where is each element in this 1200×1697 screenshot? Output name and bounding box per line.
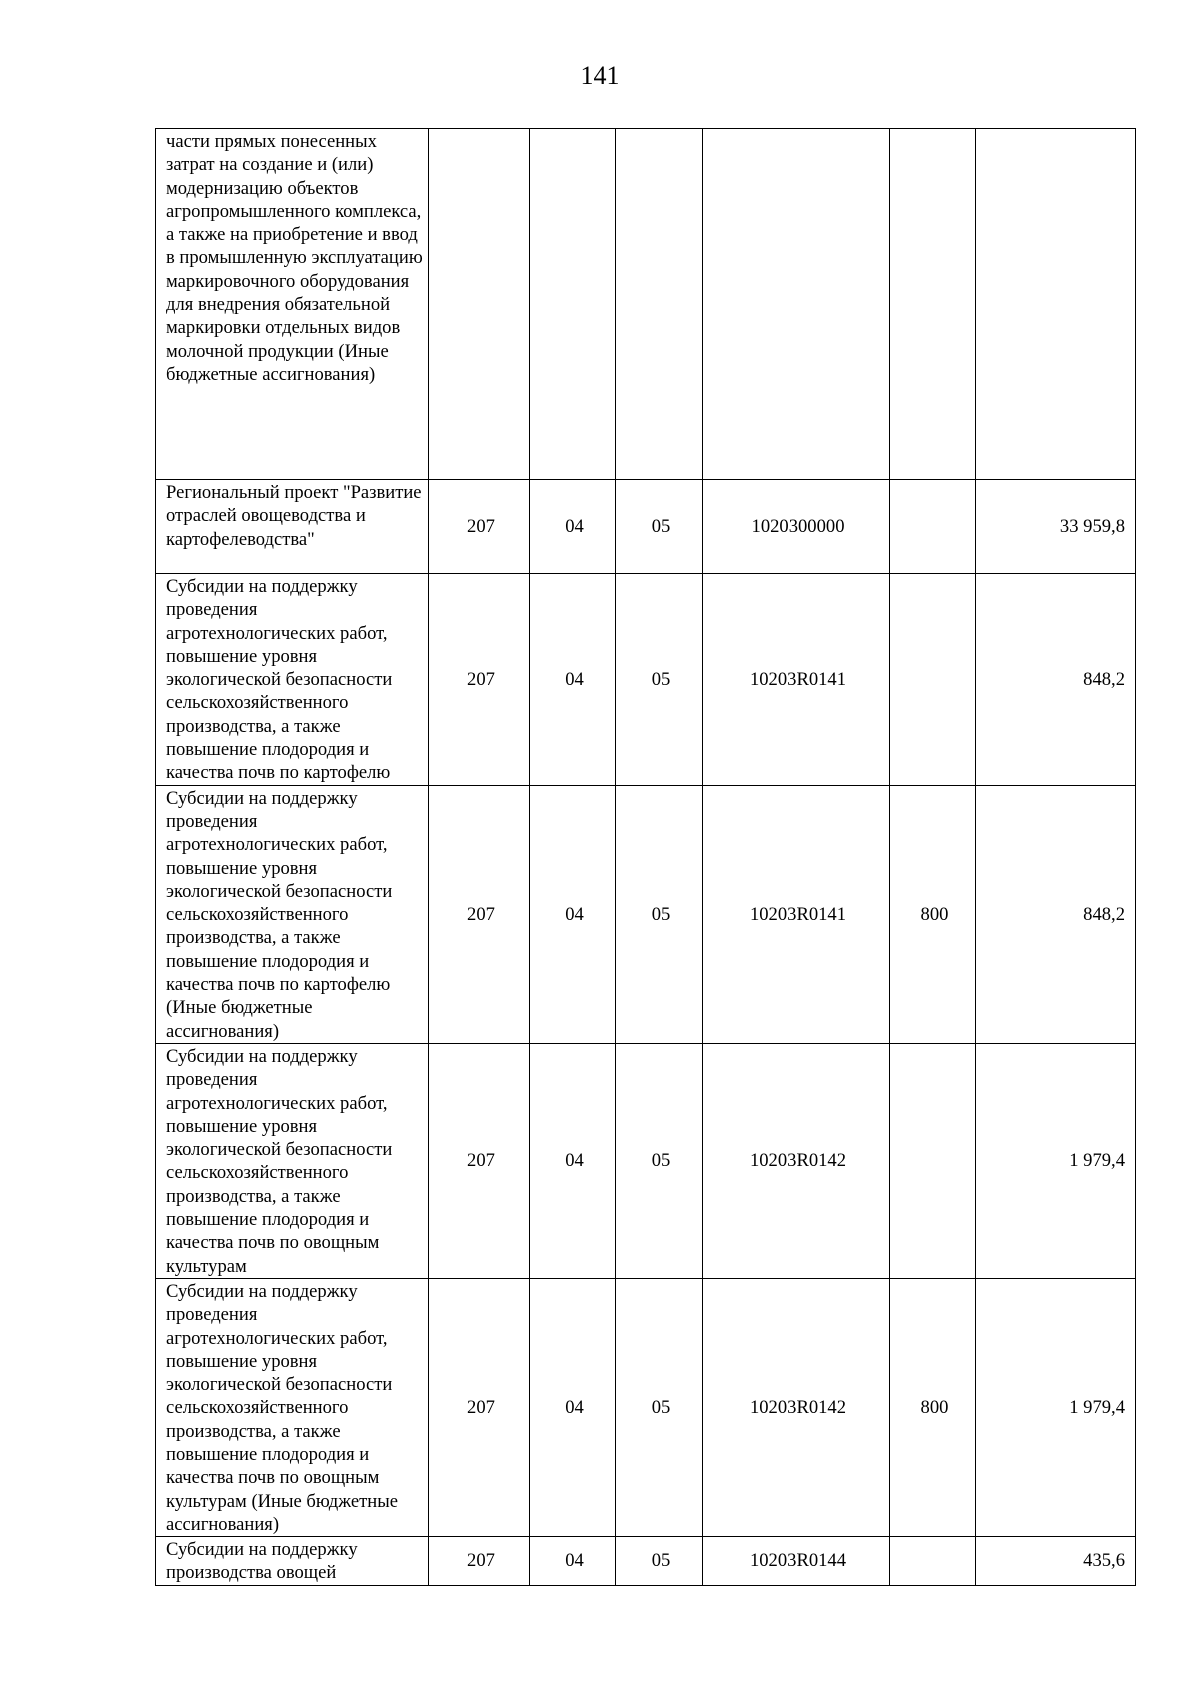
- row-name-cell: Региональный проект "Развитие отраслей овощеводства и картофелеводства": [156, 480, 429, 574]
- amount-cell: 1 979,4: [976, 1043, 1136, 1278]
- row-name-cell: Субсидии на поддержку производства овощей: [156, 1537, 429, 1586]
- row-name-cell: Субсидии на поддержку проведения агротехнологических работ, повышение уровня экологической безопасности сельскохозяйственного производства, а также повышение плодородия и качества почв по картофелю: [156, 574, 429, 786]
- expense-type-cell: 800: [890, 785, 976, 1043]
- target-article-cell: 10203R0142: [703, 1278, 890, 1536]
- ved-cell: 207: [429, 785, 530, 1043]
- ved-cell: [429, 129, 530, 480]
- table-row: [156, 480, 1136, 574]
- ved-cell: 207: [429, 1278, 530, 1536]
- table-row: [156, 1278, 1136, 1536]
- target-article-cell: 10203R0141: [703, 785, 890, 1043]
- expense-type-cell: [890, 1043, 976, 1278]
- subsection-cell: 05: [616, 1537, 703, 1586]
- target-article-cell: 10203R0141: [703, 574, 890, 786]
- target-article-cell: [703, 129, 890, 480]
- section-cell: 04: [530, 574, 616, 786]
- section-cell: [530, 129, 616, 480]
- ved-cell: 207: [429, 1537, 530, 1586]
- amount-cell: 848,2: [976, 785, 1136, 1043]
- expense-type-cell: [890, 480, 976, 574]
- target-article-cell: 10203R0144: [703, 1537, 890, 1586]
- expense-type-cell: [890, 129, 976, 480]
- amount-cell: 435,6: [976, 1537, 1136, 1586]
- subsection-cell: [616, 129, 703, 480]
- subsection-cell: 05: [616, 1043, 703, 1278]
- amount-cell: 1 979,4: [976, 1278, 1136, 1536]
- amount-cell: [976, 129, 1136, 480]
- expense-type-cell: [890, 1537, 976, 1586]
- row-name-cell: части прямых понесенных затрат на создание и (или) модернизацию объектов агропромышленного комплекса, а также на приобретение и ввод в промышленную эксплуатацию маркировочного оборудования для внедрения обязательной маркировки отдельных видов молочной продукции (Иные бюджетные ассигнования): [156, 129, 429, 480]
- subsection-cell: 05: [616, 785, 703, 1043]
- section-cell: 04: [530, 1537, 616, 1586]
- section-cell: 04: [530, 1043, 616, 1278]
- target-article-cell: 10203R0142: [703, 1043, 890, 1278]
- subsection-cell: 05: [616, 574, 703, 786]
- expense-type-cell: [890, 574, 976, 786]
- page-number: 141: [580, 61, 620, 90]
- table-row: [156, 785, 1136, 1043]
- table-row: [156, 574, 1136, 786]
- ved-cell: 207: [429, 574, 530, 786]
- ved-cell: 207: [429, 1043, 530, 1278]
- section-cell: 04: [530, 785, 616, 1043]
- subsection-cell: 05: [616, 1278, 703, 1536]
- budget-table: [155, 128, 1136, 1586]
- section-cell: 04: [530, 1278, 616, 1536]
- amount-cell: 33 959,8: [976, 480, 1136, 574]
- table-row: [156, 129, 1136, 480]
- ved-cell: 207: [429, 480, 530, 574]
- expense-type-cell: 800: [890, 1278, 976, 1536]
- row-name-cell: Субсидии на поддержку проведения агротехнологических работ, повышение уровня экологической безопасности сельскохозяйственного производства, а также повышение плодородия и качества почв по овощным культурам (Иные бюджетные ассигнования): [156, 1278, 429, 1536]
- target-article-cell: 1020300000: [703, 480, 890, 574]
- row-name-cell: Субсидии на поддержку проведения агротехнологических работ, повышение уровня экологической безопасности сельскохозяйственного производства, а также повышение плодородия и качества почв по картофелю (Иные бюджетные ассигнования): [156, 785, 429, 1043]
- table-row: [156, 1537, 1136, 1586]
- section-cell: 04: [530, 480, 616, 574]
- amount-cell: 848,2: [976, 574, 1136, 786]
- table-row: [156, 1043, 1136, 1278]
- row-name-cell: Субсидии на поддержку проведения агротехнологических работ, повышение уровня экологической безопасности сельскохозяйственного производства, а также повышение плодородия и качества почв по овощным культурам: [156, 1043, 429, 1278]
- subsection-cell: 05: [616, 480, 703, 574]
